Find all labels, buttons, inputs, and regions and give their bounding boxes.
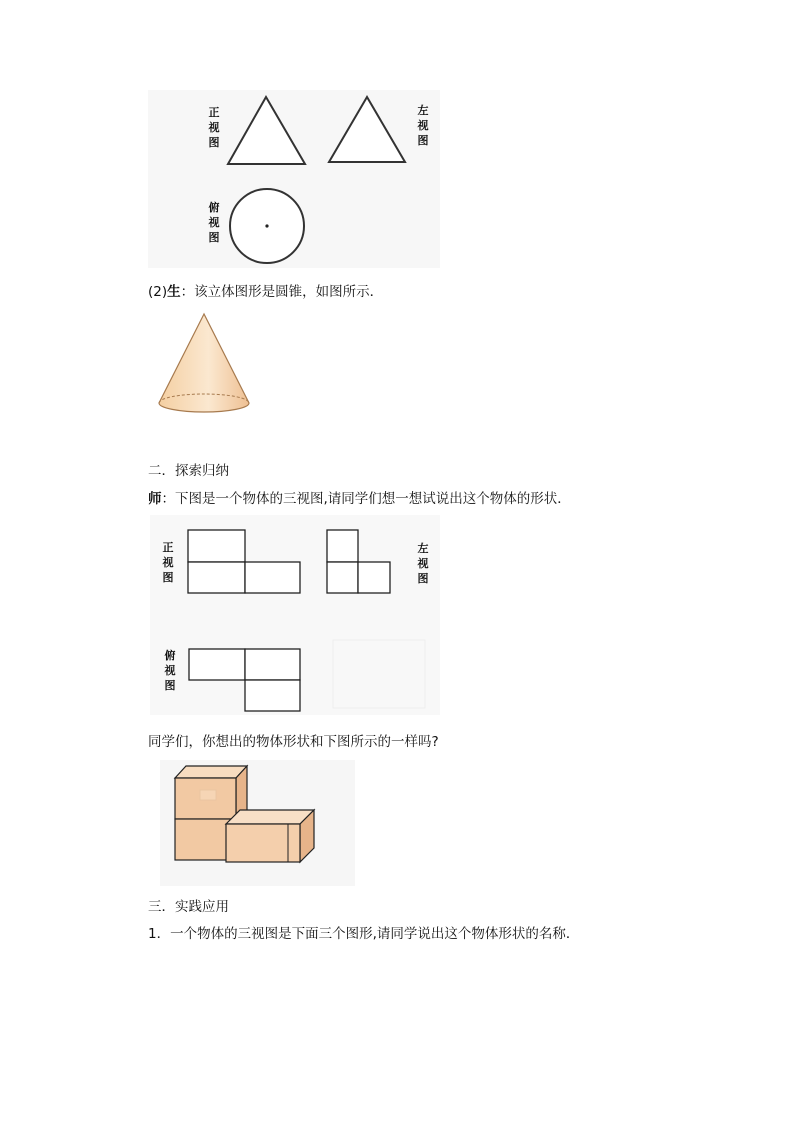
left-view-label: 左 视 图 (417, 104, 429, 147)
exercise-1-line: 1．一个物体的三视图是下面三个图形,请同学说出这个物体形状的名称． (148, 926, 580, 942)
teacher-question-line: 师：下图是一个物体的三视图,请同学们想一想试说出这个物体的形状． (148, 491, 571, 507)
question-line: 同学们，你想出的物体形状和下图所示的一样吗? (148, 734, 439, 750)
section-2-title: 二．探索归纳 (148, 463, 229, 479)
section-3-title: 三．实践应用 (148, 899, 229, 915)
front-view-label: 正 视 图 (208, 106, 220, 149)
front-view-label-2: 正 视 图 (162, 541, 174, 584)
student-answer-line: (2)生：该立体图形是圆锥，如图所示． (148, 284, 384, 300)
top-view-label-2: 俯 视 图 (164, 649, 176, 692)
left-view-label-2: 左 视 图 (417, 542, 429, 585)
top-view-label: 俯 视 图 (208, 201, 220, 244)
